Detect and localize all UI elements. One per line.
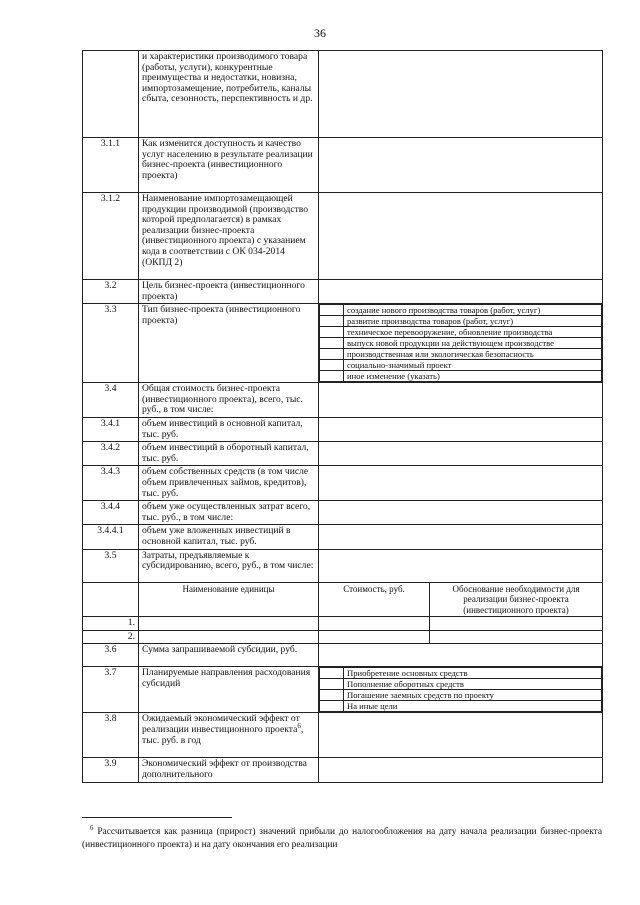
answer-field[interactable] — [319, 51, 603, 138]
form-row-3-4-2 — [83, 442, 603, 466]
option-checkbox[interactable] — [320, 349, 344, 360]
answer-field[interactable] — [319, 442, 603, 466]
header-justification: Обоснование необходимости для реализации бизнес-проекта (инвестиционного проекта) — [430, 582, 603, 617]
footnote-text: Рассчитывается как разница (прирост) значений прибыли до налогообложения на дату начала реализации бизнес-проекта (инвестиционного проекта) и на дату окончания его реализации — [82, 827, 602, 850]
row-number — [83, 51, 139, 138]
form-row-3-6 — [83, 644, 603, 667]
project-type-option[interactable] — [320, 349, 602, 360]
row-label: объем уже осуществленных затрат всего, тыс. руб., в том числе: — [139, 501, 319, 525]
answer-field[interactable] — [319, 525, 603, 549]
row-number: 3.1.2 — [83, 193, 139, 280]
row-label-tail: , тыс. руб. в год — [142, 724, 304, 746]
project-type-option[interactable] — [320, 316, 602, 327]
project-type-option[interactable] — [320, 327, 602, 338]
subsidy-direction-option[interactable] — [320, 701, 602, 712]
option-label: выпуск новой продукции на действующем производстве — [344, 338, 602, 349]
cost-row-cost[interactable] — [319, 630, 430, 644]
project-type-option[interactable] — [320, 338, 602, 349]
option-label: Пополнение оборотных средств — [344, 679, 602, 690]
option-checkbox[interactable] — [320, 371, 344, 382]
answer-field[interactable] — [319, 417, 603, 441]
footnote-ref: 6 — [297, 721, 301, 730]
row-number: 3.4.1 — [83, 417, 139, 441]
option-label: создание нового производства товаров (работ, услуг) — [344, 305, 602, 316]
option-checkbox[interactable] — [320, 316, 344, 327]
cost-table-header — [83, 582, 603, 617]
business-project-form-table — [82, 50, 603, 783]
form-row-3-8 — [83, 713, 603, 758]
option-label: иное изменение (указать) — [344, 371, 602, 382]
cost-row-justification[interactable] — [430, 617, 603, 631]
option-checkbox[interactable] — [320, 338, 344, 349]
option-checkbox[interactable] — [320, 360, 344, 371]
option-label: социально-значимый проект — [344, 360, 602, 371]
option-label: Приобретение основных средств — [344, 668, 602, 679]
project-type-option[interactable] — [320, 305, 602, 316]
row-label: объем собственных средств (в том числе объем привлеченных займов, кредитов), тыс. руб. — [139, 466, 319, 501]
form-row-3-9 — [83, 758, 603, 782]
form-row-3-5 — [83, 549, 603, 582]
option-checkbox[interactable] — [320, 679, 344, 690]
row-number: 3.4.4 — [83, 501, 139, 525]
row-number: 3.5 — [83, 549, 139, 582]
row-number: 3.4.2 — [83, 442, 139, 466]
row-number: 3.3 — [83, 304, 139, 383]
row-label: Затраты, предъявляемые к субсидированию, всего, руб., в том числе: — [139, 549, 319, 582]
cost-row-name[interactable] — [139, 617, 319, 631]
option-checkbox[interactable] — [320, 668, 344, 679]
header-unit-name: Наименование единицы — [139, 582, 319, 617]
answer-field[interactable] — [319, 758, 603, 782]
form-row-3-4-4 — [83, 501, 603, 525]
row-number: 3.4.3 — [83, 466, 139, 501]
project-type-option[interactable] — [320, 371, 602, 382]
row-label: и характеристики производимого товара (работы, услуги), конкурентные преимущества и недостатки, новизна, импортозамещение, потребитель, каналы сбыта, сезонность, перспективность и др. — [139, 51, 319, 138]
row-label: Планируемые направления расходования субсидий — [139, 667, 319, 713]
row-number: 3.6 — [83, 644, 139, 667]
row-label: Сумма запрашиваемой субсидии, руб. — [139, 644, 319, 667]
row-label: Тип бизнес-проекта (инвестиционного проекта) — [139, 304, 319, 383]
answer-field[interactable] — [319, 466, 603, 501]
option-label: развитие производства товаров (работ, услуг) — [344, 316, 602, 327]
option-label: На иные цели — [344, 701, 602, 712]
project-type-option[interactable] — [320, 360, 602, 371]
cost-row-number: 2. — [83, 630, 139, 644]
footnote-marker: 6 — [90, 823, 94, 832]
row-label: объем уже вложенных инвестиций в основной капитал, тыс. руб. — [139, 525, 319, 549]
row-number: 3.4 — [83, 383, 139, 418]
answer-field[interactable] — [319, 193, 603, 280]
subsidy-direction-option[interactable] — [320, 690, 602, 701]
option-label: Погашение заемных средств по проекту — [344, 690, 602, 701]
row-label — [139, 713, 319, 758]
form-row-continuation — [83, 51, 603, 138]
row-label: Цель бизнес-проекта (инвестиционного проекта) — [139, 280, 319, 304]
answer-field[interactable] — [319, 549, 603, 582]
row-label: Экономический эффект от производства дополнительного — [139, 758, 319, 782]
row-label: Общая стоимость бизнес-проекта (инвестиционного проекта), всего, тыс. руб., в том числе: — [139, 383, 319, 418]
form-row-3-2 — [83, 280, 603, 304]
answer-field[interactable] — [319, 280, 603, 304]
form-row-3-4-3 — [83, 466, 603, 501]
row-number: 3.7 — [83, 667, 139, 713]
option-checkbox[interactable] — [320, 701, 344, 712]
row-label-text: Ожидаемый экономический эффект от реализации инвестиционного проекта — [142, 713, 300, 736]
subsidy-direction-option[interactable] — [320, 668, 602, 679]
answer-field[interactable] — [319, 138, 603, 193]
header-blank — [83, 582, 139, 617]
form-row-3-4-4-1 — [83, 525, 603, 549]
project-type-options — [319, 304, 603, 383]
header-cost: Стоимость, руб. — [319, 582, 430, 617]
subsidy-direction-option[interactable] — [320, 679, 602, 690]
row-number: 3.4.4.1 — [83, 525, 139, 549]
form-row-3-1-1 — [83, 138, 603, 193]
option-checkbox[interactable] — [320, 690, 344, 701]
form-row-3-1-2 — [83, 193, 603, 280]
form-row-3-7 — [83, 667, 603, 713]
footnote-divider — [82, 817, 232, 818]
row-number: 3.2 — [83, 280, 139, 304]
cost-row-justification[interactable] — [430, 630, 603, 644]
option-checkbox[interactable] — [320, 327, 344, 338]
option-label: техническое перевооружение, обновление производства — [344, 327, 602, 338]
footnote — [82, 823, 602, 851]
row-label: объем инвестиций в основной капитал, тыс. руб. — [139, 417, 319, 441]
row-number: 3.1.1 — [83, 138, 139, 193]
option-label: производственная или экологическая безопасность — [344, 349, 602, 360]
row-number: 3.8 — [83, 713, 139, 758]
cost-row-name[interactable] — [139, 630, 319, 644]
cost-table-row — [83, 617, 603, 631]
answer-field[interactable] — [319, 713, 603, 758]
cost-table-row — [83, 630, 603, 644]
answer-field[interactable] — [319, 644, 603, 667]
answer-field[interactable] — [319, 501, 603, 525]
form-row-3-4-1 — [83, 417, 603, 441]
answer-field[interactable] — [319, 383, 603, 418]
cost-row-number: 1. — [83, 617, 139, 631]
option-checkbox[interactable] — [320, 305, 344, 316]
form-row-3-4 — [83, 383, 603, 418]
form-row-3-3 — [83, 304, 603, 383]
row-label: Наименование импортозамещающей продукции производимой (производство которой предполагается) в рамках реализации бизнес-проекта (инвестиционного проекта) с указанием кода в соответствии с ОК 034-2014 (ОКПД 2) — [139, 193, 319, 280]
page-number: 36 — [314, 26, 326, 40]
row-label: Как изменится доступность и качество услуг населению в результате реализации бизнес-проекта (инвестиционного проекта) — [139, 138, 319, 193]
subsidy-direction-options — [319, 667, 603, 713]
row-label: объем инвестиций в оборотный капитал, тыс. руб. — [139, 442, 319, 466]
cost-row-cost[interactable] — [319, 617, 430, 631]
row-number: 3.9 — [83, 758, 139, 782]
